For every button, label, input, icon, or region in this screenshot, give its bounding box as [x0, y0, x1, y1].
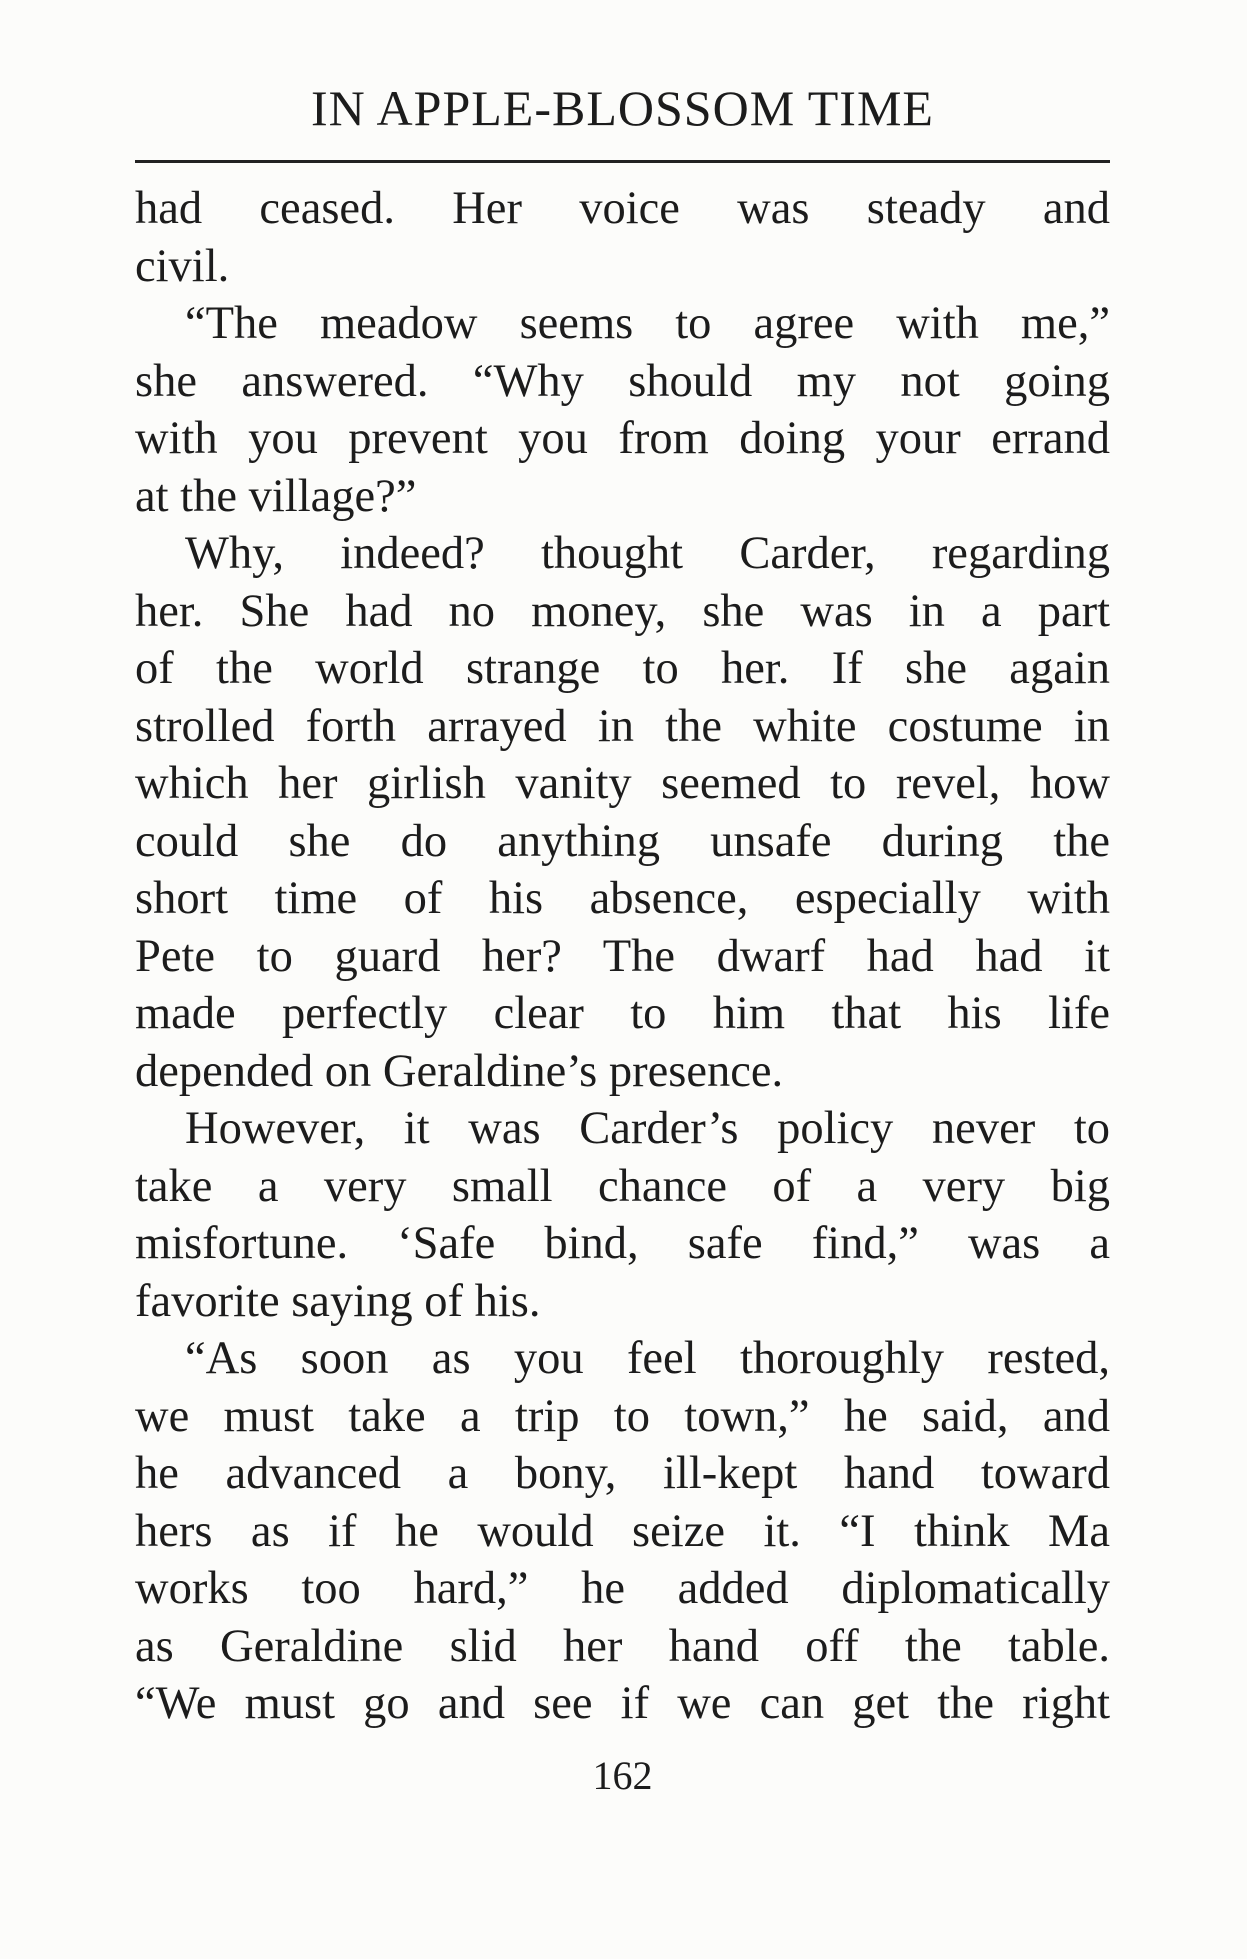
text-line: she answered. “Why should my not going — [135, 355, 1110, 407]
text-line: could she do anything unsafe during the — [135, 815, 1110, 867]
text-line: with you prevent you from doing your errand — [135, 413, 1110, 464]
text-line: made perfectly clear to him that his life — [135, 988, 1110, 1039]
text-line: short time of his absence, especially with — [135, 873, 1110, 924]
text-line: “The meadow seems to agree with me,” — [185, 298, 1110, 349]
text-line: of the world strange to her. If she again — [135, 643, 1110, 694]
text-line: had ceased. Her voice was steady and — [135, 183, 1110, 234]
text-line: “We must go and see if we can get the right — [135, 1678, 1110, 1729]
text-line: as Geraldine slid her hand off the table. — [135, 1620, 1110, 1672]
text-line: strolled forth arrayed in the white costume in — [135, 700, 1110, 752]
text-line: at the village?” — [135, 470, 417, 522]
text-line: depended on Geraldine’s presence. — [135, 1045, 784, 1097]
text-line: we must take a trip to town,” he said, and — [135, 1390, 1110, 1442]
text-line: Why, indeed? thought Carder, regarding — [185, 528, 1110, 579]
text-line: favorite saying of his. — [135, 1275, 541, 1327]
text-line: take a very small chance of a very big — [135, 1160, 1110, 1212]
text-line: misfortune. ‘Safe bind, safe find,” was a — [135, 1218, 1110, 1269]
running-head: IN APPLE-BLOSSOM TIME — [311, 80, 934, 136]
text-line: her. She had no money, she was in a part — [135, 585, 1110, 637]
text-line: which her girlish vanity seemed to revel, how — [135, 758, 1110, 809]
page-number: 162 — [592, 1753, 653, 1798]
text-line: However, it was Carder’s policy never to — [185, 1103, 1110, 1154]
body-text — [135, 180, 1110, 1733]
text-line: Pete to guard her? The dwarf had had it — [135, 930, 1110, 982]
text-line: works too hard,” he added diplomatically — [135, 1563, 1110, 1614]
text-line: “As soon as you feel thoroughly rested, — [185, 1333, 1110, 1384]
text-line: hers as if he would seize it. “I think Ma — [135, 1505, 1110, 1557]
header-rule — [135, 160, 1110, 163]
text-line: he advanced a bony, ill-kept hand toward — [135, 1448, 1110, 1499]
text-line: civil. — [135, 240, 230, 292]
